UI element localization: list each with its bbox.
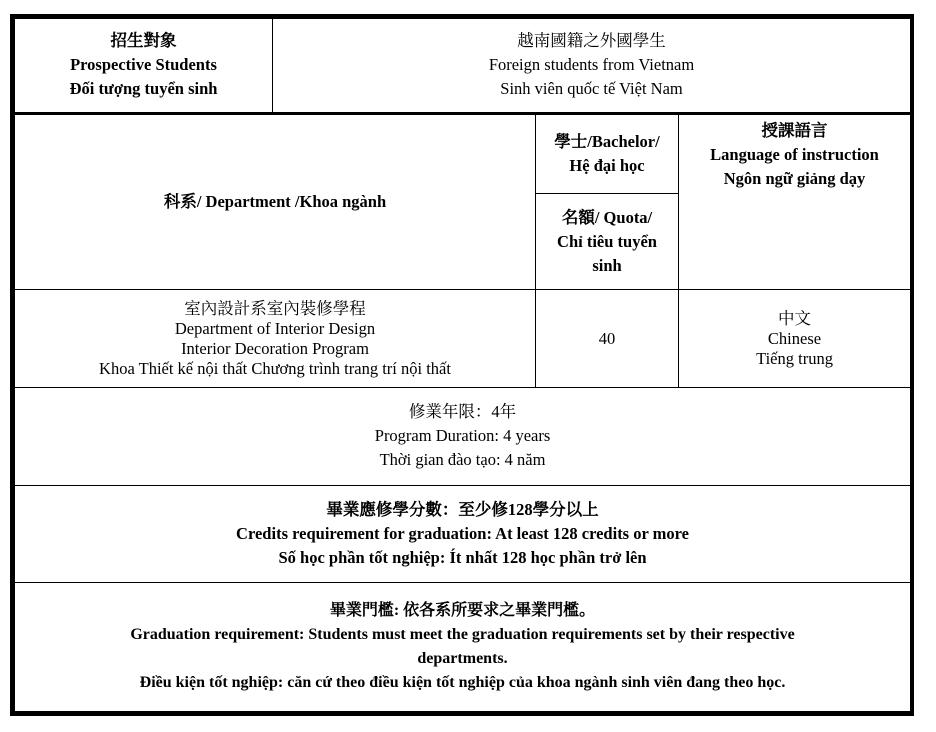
program-department-cell [15, 290, 536, 388]
bachelor-header-line2: Hệ đại học [569, 155, 645, 175]
prospective-label-cell [15, 19, 273, 114]
prospective-value-en: Foreign students from Vietnam [488, 55, 695, 75]
program-lang-vi: Tiếng trung [756, 348, 833, 368]
graduation-zh: 畢業門檻: 依各系所要求之畢業門檻。 [329, 602, 596, 620]
admissions-info-table [10, 14, 914, 716]
credits-row [15, 485, 911, 583]
prospective-value-cell [273, 19, 911, 114]
program-dept-vi: Khoa Thiết kế nội thất Chương trình trang trí nội thất [99, 358, 451, 378]
duration-vi: Thời gian đào tạo: 4 năm [379, 450, 546, 470]
quota-header [536, 193, 679, 290]
program-language-cell [679, 290, 911, 388]
language-header-zh: 授課語言 [761, 120, 828, 140]
prospective-value-zh: 越南國籍之外國學生 [517, 31, 666, 51]
header-row [15, 113, 911, 193]
prospective-label-vi: Đối tượng tuyển sinh [69, 79, 218, 99]
program-lang-zh: 中文 [778, 308, 812, 328]
program-dept-zh: 室內設計系室內裝修學程 [184, 298, 366, 318]
program-dept-en: Department of Interior Design [174, 318, 376, 338]
credits-en: Credits requirement for graduation: At least 128 credits or more [236, 524, 689, 544]
program-quota-cell [536, 290, 679, 388]
program-name-en: Interior Decoration Program [181, 338, 369, 358]
department-header [15, 113, 536, 290]
department-header-text: 科系/ Department /Khoa ngành [163, 191, 387, 211]
language-header-en: Language of instruction [710, 144, 879, 164]
program-row [15, 290, 911, 388]
prospective-label-zh: 招生對象 [110, 31, 177, 51]
language-header [679, 113, 911, 290]
language-header-vi: Ngôn ngữ giảng dạy [723, 168, 866, 188]
info-table [14, 18, 911, 712]
graduation-en-line2: departments. [417, 650, 508, 668]
quota-header-line2: Chỉ tiêu tuyển [557, 231, 657, 251]
graduation-vi: Điều kiện tốt nghiệp: căn cứ theo điều kiện tốt nghiệp của khoa ngành sinh viên đang theo học. [139, 674, 786, 692]
prospective-value-vi: Sinh viên quốc tế Việt Nam [500, 79, 683, 99]
credits-vi: Số học phần tốt nghiệp: Ít nhất 128 học phần trở lên [278, 548, 647, 568]
quota-header-line3: sinh [592, 255, 622, 275]
duration-en: Program Duration: 4 years [374, 426, 551, 446]
bachelor-header [536, 113, 679, 193]
credits-zh: 畢業應修學分數：至少修128學分以上 [326, 500, 599, 520]
program-lang-en: Chinese [767, 328, 822, 348]
prospective-label-en: Prospective Students [70, 55, 217, 75]
duration-cell [15, 388, 911, 486]
duration-zh: 修業年限：4年 [408, 402, 517, 422]
bachelor-header-line1: 學士/Bachelor/ [554, 131, 660, 151]
prospective-row [15, 19, 911, 114]
graduation-cell [15, 583, 911, 712]
credits-cell [15, 485, 911, 583]
program-quota: 40 [598, 328, 616, 348]
quota-header-line1: 名額/ Quota/ [561, 207, 653, 227]
graduation-en-line1: Graduation requirement: Students must meet the graduation requirements set by their respective [130, 626, 795, 644]
duration-row [15, 388, 911, 486]
graduation-row [15, 583, 911, 712]
